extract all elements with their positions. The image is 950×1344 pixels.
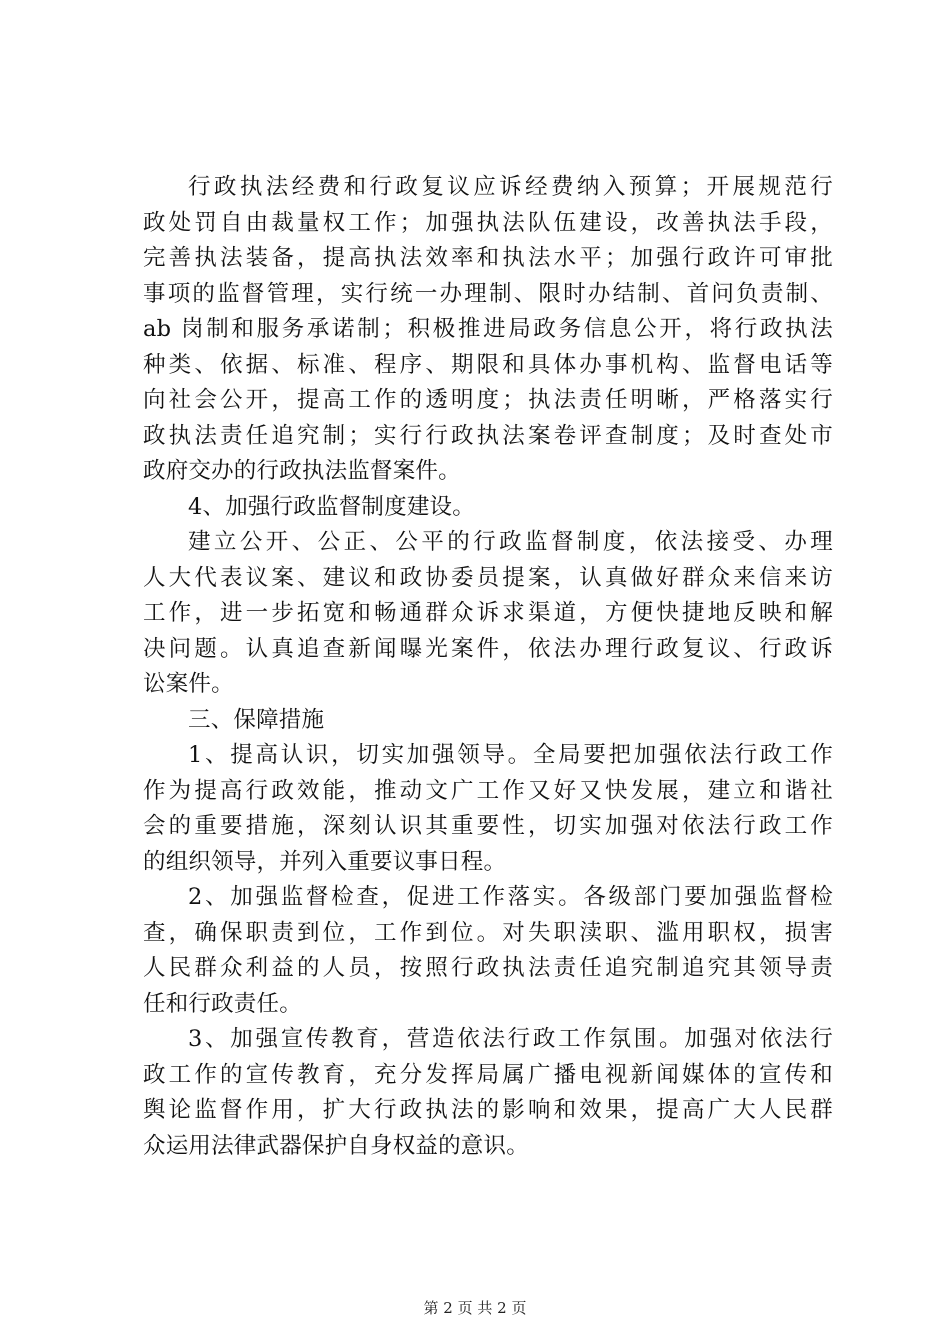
text-line: 行政执法经费和行政复议应诉经费纳入预算；开展规范行: [188, 174, 833, 200]
text-line: 众运用法律武器保护自身权益的意识。: [143, 1132, 529, 1159]
text-line: 工作，进一步拓宽和畅通群众诉求渠道，方便快捷地反映和解: [143, 600, 833, 626]
text-line: 人大代表议案、建议和政协委员提案，认真做好群众来信来访: [143, 564, 833, 591]
text-line: 政处罚自由裁量权工作；加强执法队伍建设，改善执法手段，: [143, 209, 833, 236]
text-line: 政执法责任追究制；实行行政执法案卷评查制度；及时查处市: [143, 422, 833, 449]
text-line: 3、加强宣传教育，营造依法行政工作氛围。加强对依法行: [188, 1026, 833, 1052]
text-line: 查，确保职责到位，工作到位。对失职渎职、滥用职权，损害: [143, 919, 833, 946]
text-line: 会的重要措施，深刻认识其重要性，切实加强对依法行政工作: [143, 813, 833, 839]
section-heading: 4、加强行政监督制度建设。: [188, 493, 475, 520]
text-line: 舆论监督作用，扩大行政执法的影响和效果，提高广大人民群: [143, 1097, 833, 1123]
text-line: 政府交办的行政执法监督案件。: [143, 458, 461, 484]
text-line: 2、加强监督检查，促进工作落实。各级部门要加强监督检: [188, 884, 833, 910]
page-number-footer: 第 2 页 共 2 页: [423, 1299, 527, 1317]
text-line: 任和行政责任。: [143, 990, 302, 1017]
text-line: 种类、依据、标准、程序、期限和具体办事机构、监督电话等: [143, 351, 833, 378]
text-line: 建立公开、公正、公平的行政监督制度，依法接受、办理: [188, 529, 833, 555]
text-line: 事项的监督管理，实行统一办理制、限时办结制、首问负责制、: [143, 280, 833, 307]
text-line: 的组织领导，并列入重要议事日程。: [143, 848, 507, 875]
section-heading: 三、保障措施: [188, 706, 325, 733]
text-line: 人民群众利益的人员，按照行政执法责任追究制追究其领导责: [143, 955, 833, 981]
text-line: 作为提高行政效能，推动文广工作又好又快发展，建立和谐社: [143, 777, 833, 804]
text-line: 政工作的宣传教育，充分发挥局属广播电视新闻媒体的宣传和: [143, 1061, 833, 1088]
text-line: 完善执法装备，提高执法效率和执法水平；加强行政许可审批: [143, 245, 833, 271]
text-line: 讼案件。: [143, 671, 234, 697]
text-line: 向社会公开，提高工作的透明度；执法责任明晰，严格落实行: [143, 387, 833, 413]
text-line: 1、提高认识，切实加强领导。全局要把加强依法行政工作: [188, 742, 833, 768]
text-line: 决问题。认真追查新闻曝光案件，依法办理行政复议、行政诉: [143, 635, 833, 662]
text-line: ab 岗制和服务承诺制；积极推进局政务信息公开，将行政执法: [143, 316, 833, 342]
document-body: [143, 170, 833, 1164]
